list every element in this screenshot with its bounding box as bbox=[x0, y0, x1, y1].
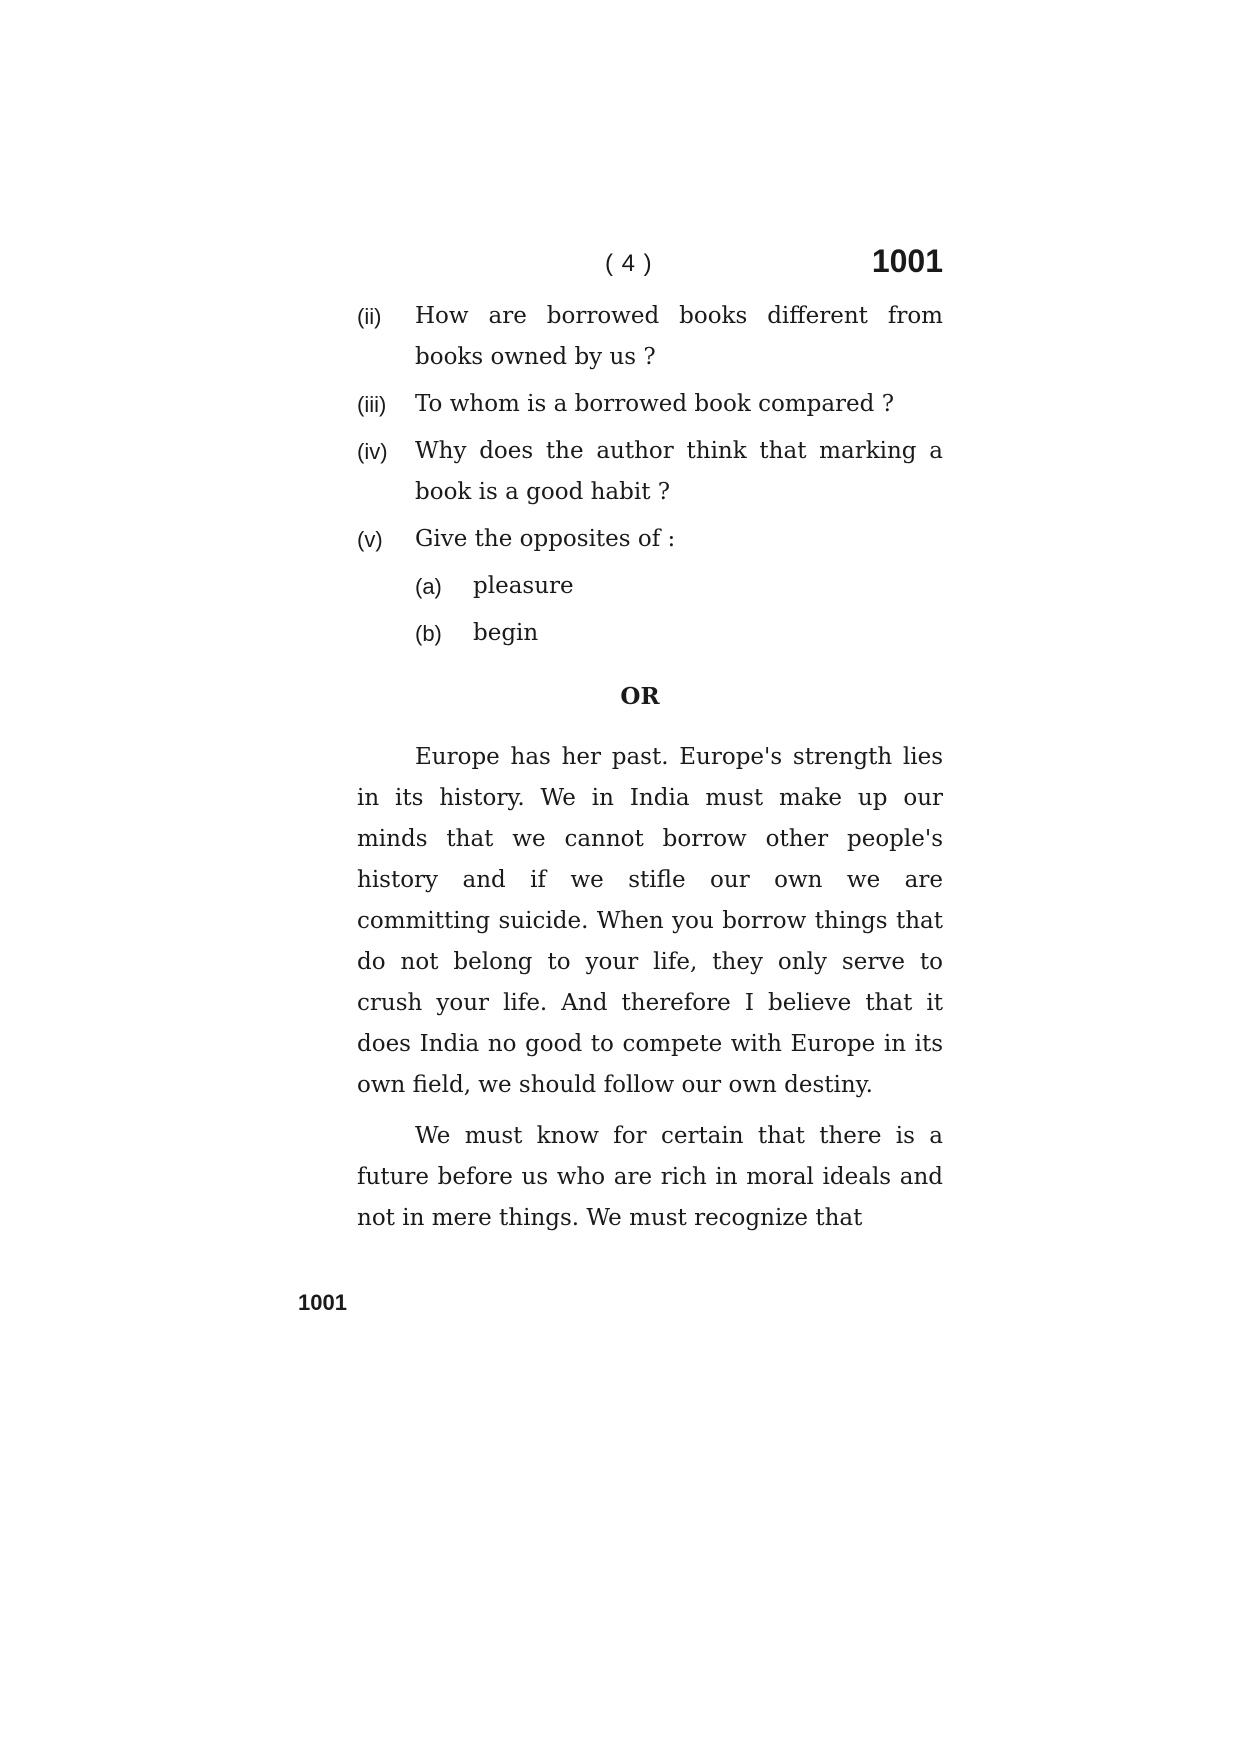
sub-item-text: pleasure bbox=[473, 573, 574, 599]
question-number: (ii) bbox=[357, 304, 382, 329]
or-separator: OR bbox=[620, 683, 660, 710]
question-number: (iii) bbox=[357, 392, 387, 417]
paper-code-footer: 1001 bbox=[298, 1290, 347, 1315]
page-content bbox=[357, 296, 943, 1249]
question-item bbox=[357, 431, 943, 513]
question-text: Why does the author think that marking a book is a good habit ? bbox=[415, 438, 943, 505]
question-number: (v) bbox=[357, 527, 383, 552]
sub-item-label: (b) bbox=[415, 621, 442, 646]
question-item bbox=[357, 384, 943, 425]
passage-paragraph: Europe has her past. Europe's strength lies in its history. We in India must make up our minds that we cannot borrow other people's history and if we stifle our own we are committing suicide. When you borrow things that do not belong to your life, they only serve to crush your life. And therefore I believe that it does India no good to compete with Europe in its own field, we should follow our own destiny. bbox=[357, 744, 943, 1098]
question-text: How are borrowed books different from books owned by us ? bbox=[415, 303, 943, 370]
sub-item-label: (a) bbox=[415, 574, 442, 599]
question-text: Give the opposites of : bbox=[415, 526, 676, 552]
question-text: To whom is a borrowed book compared ? bbox=[415, 391, 895, 417]
paper-code-header: 1001 bbox=[871, 243, 943, 279]
question-item bbox=[357, 296, 943, 378]
passage-paragraph: We must know for certain that there is a future before us who are rich in moral ideals and not in mere things. We must recognize that bbox=[357, 1123, 943, 1231]
sub-item bbox=[415, 613, 943, 654]
question-item bbox=[357, 519, 943, 560]
sub-item-text: begin bbox=[473, 620, 539, 646]
sub-item bbox=[415, 566, 943, 607]
question-number: (iv) bbox=[357, 439, 388, 464]
page-number: ( 4 ) bbox=[605, 250, 653, 277]
